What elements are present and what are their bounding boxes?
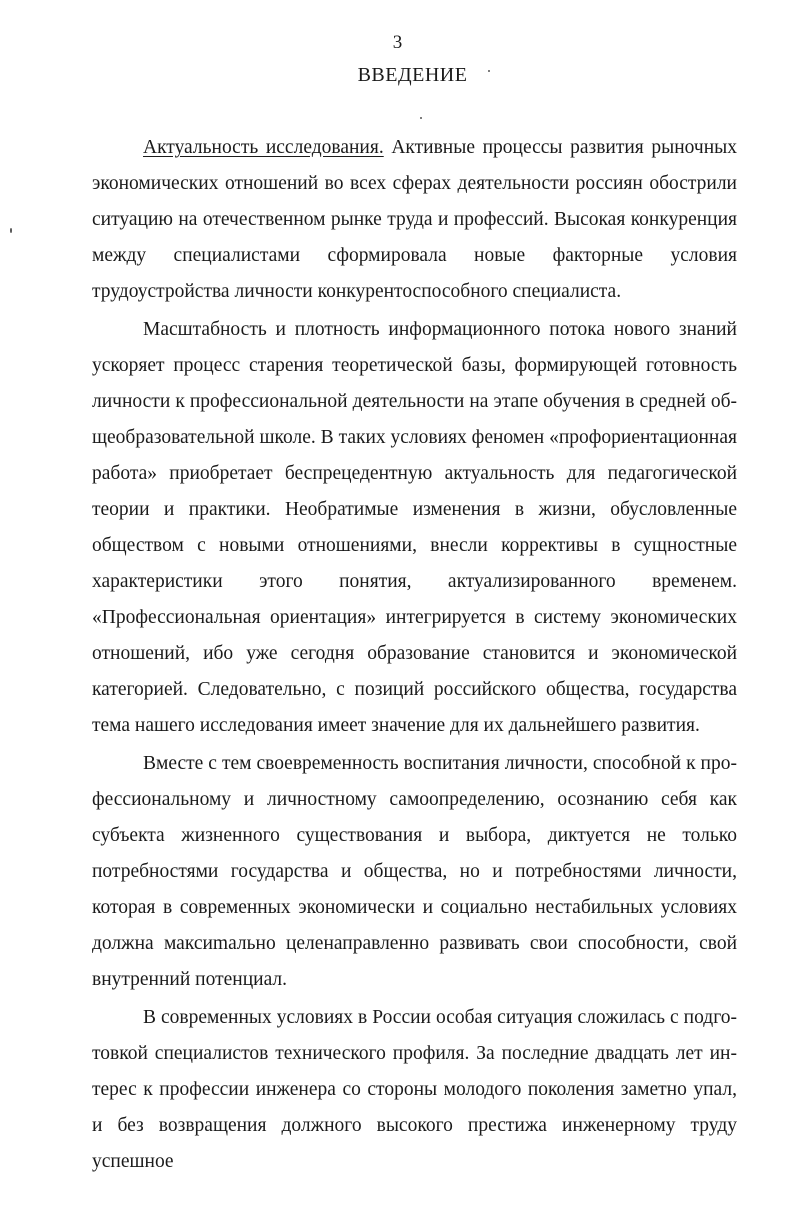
paragraph-information-flow: Масштабность и плотность информационного потока нового знаний ускоряет процесс старения теоретической базы, формирующей готовность личности к профессиональной деятельности на этапе обучения в средней общеобразовательной школе. В таких условиях феномен «профориентационная работа» приобретает беспрецедентную актуальность для педагогической теории и практики. Необратимые изменения в жизни, обусловленные обществом с новыми отношениями, внесли коррективы в сущностные характеристики этого понятия, актуализированного временем. «Профессиональная ориентация» интегрируется в систему экономических отношений, ибо уже сегодня образование становится и экономической категорией. Следовательно, с позиций российского общества, государства тема нашего исследования имеет значение для их дальнейшего развития. <box>92 319 737 736</box>
scan-speck <box>488 70 490 72</box>
scan-speck <box>10 228 12 233</box>
paragraph-relevance <box>92 130 737 310</box>
paragraph-text: Активные процессы развития рыночных экономических отношений во всех сферах деятельности россиян обострили ситуацию на отечественном рынке труда и профессий. Высокая конкуренция между специалистами сформировала новые факторные условия трудоустройства личности конкурентоспособного специалиста. <box>92 137 737 302</box>
page-heading: ВВЕДЕНИЕ <box>357 64 468 86</box>
page-number: 3 <box>392 32 403 53</box>
paragraph-personality: Вместе с тем своевременность воспитания личности, способной к профессиональному и личностному самоопределению, осознанию себя как субъекта жизненного существования и выбора, диктуется не только потребностями государства и общества, но и потребностями личности, которая в современных экономически и социально нестабильных условиях должна максиmально целенаправленно развивать свои способности, свой внутренний потенциал. <box>92 753 737 990</box>
body-text <box>92 130 737 1180</box>
paragraph-technical-specialists: В современных условиях в России особая ситуация сложилась с подготовкой специалистов технического профиля. За последние двадцать лет интерес к профессии инженера со стороны молодого поколения заметно упал, и без возвращения должного высокого престижа инженерному труду успешное <box>92 1007 737 1172</box>
relevance-lead: Актуальность исследования. <box>143 137 384 158</box>
scan-speck <box>420 117 422 119</box>
